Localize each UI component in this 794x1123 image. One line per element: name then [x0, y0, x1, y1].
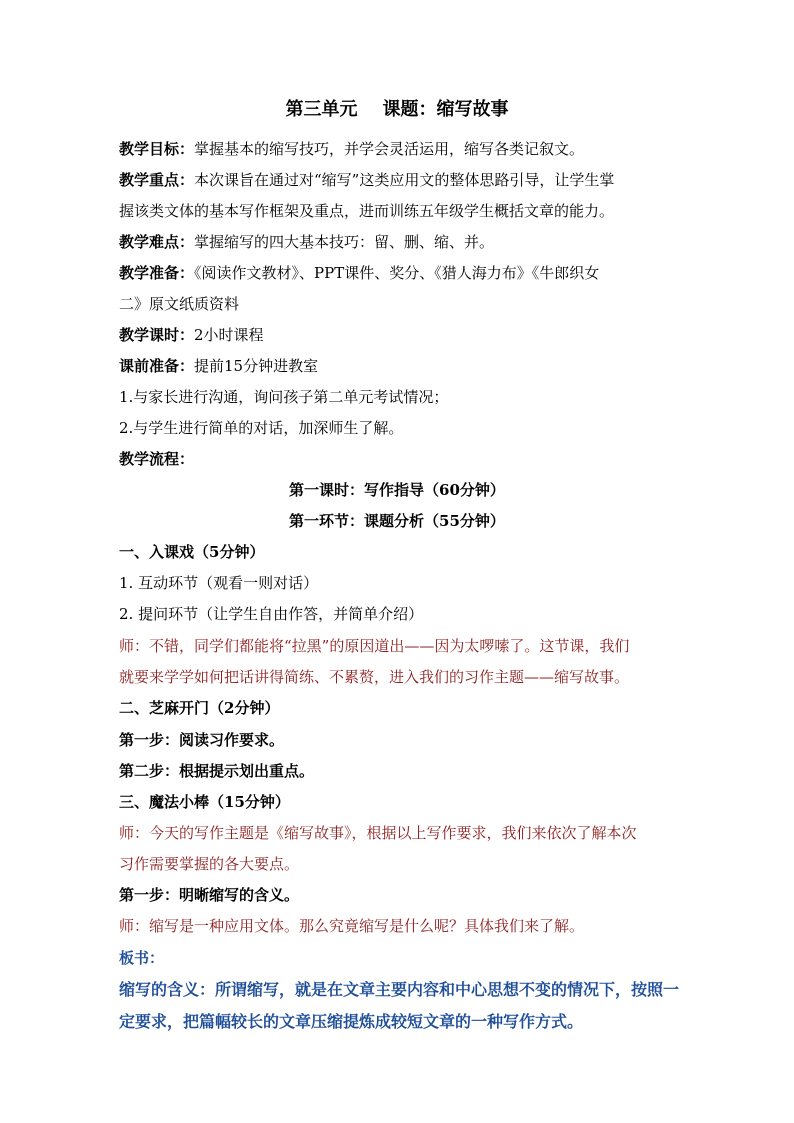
teaching-hours-label: 教学课时：	[119, 326, 195, 344]
teacher-remark: 师：不错，同学们都能将“拉黑”的原因道出——因为太啰嗦了。这节课，我们	[119, 637, 630, 655]
list-item: 1.与家长进行沟通，询问孩子第二单元考试情况；	[119, 388, 449, 406]
teaching-focus-text-1: 本次课旨在通过对“缩写”这类应用文的整体思路引导，让学生掌	[194, 171, 615, 189]
step-line: 第一步：阅读习作要求。	[119, 731, 285, 749]
step-line: 第二步：根据提示划出重点。	[119, 762, 315, 780]
section-heading: 第一环节：课题分析（55分钟）	[289, 512, 505, 530]
teaching-difficulty	[119, 232, 494, 252]
teaching-goal-text: 掌握基本的缩写技巧，并学会灵活运用，缩写各类记叙文。	[194, 140, 585, 158]
board-label: 板书：	[119, 949, 165, 967]
step-line: 第一步：明晰缩写的含义。	[119, 886, 300, 904]
teaching-difficulty-label: 教学难点：	[119, 233, 195, 251]
board-text: 缩写的含义：所谓缩写，就是在文章主要内容和中心思想不变的情况下，按照一	[119, 980, 680, 999]
teaching-focus	[119, 170, 614, 190]
lesson-heading: 第一课时：写作指导（60分钟）	[289, 481, 505, 499]
pre-class-prep-label: 课前准备：	[119, 357, 195, 375]
teaching-hours-text: 2小时课程	[194, 326, 264, 344]
teaching-prep-label: 教学准备：	[119, 264, 195, 282]
list-item: 1. 互动环节（观看一则对话）	[119, 574, 319, 592]
teaching-focus-text-2: 握该类文体的基本写作框架及重点，进而训练五年级学生概括文章的能力。	[119, 202, 615, 220]
pre-class-prep-text: 提前15分钟进教室	[194, 357, 319, 375]
teaching-focus-label: 教学重点：	[119, 171, 195, 189]
teacher-remark: 师：缩写是一种应用文体。那么究竟缩写是什么呢？具体我们来了解。	[119, 917, 585, 935]
teacher-remark: 习作需要掌握的各大要点。	[119, 855, 300, 873]
teaching-prep-text-2: 二》原文纸质资料	[119, 295, 240, 313]
teaching-goal-label: 教学目标：	[119, 140, 195, 158]
teaching-hours	[119, 325, 264, 345]
list-item: 2.与学生进行简单的对话，加深师生了解。	[119, 419, 404, 437]
list-item: 2. 提问环节（让学生自由作答，并简单介绍）	[119, 605, 424, 623]
teaching-prep	[119, 263, 599, 283]
teaching-prep-text-1: 《阅读作文教材》、PPT课件、奖分、《猎人海力布》《牛郎织女	[194, 264, 600, 282]
teacher-remark: 师：今天的写作主题是《缩写故事》，根据以上写作要求，我们来依次了解本次	[119, 824, 637, 842]
teacher-remark: 就要来学学如何把话讲得简练、不累赘，进入我们的习作主题——缩写故事。	[119, 668, 630, 686]
teaching-flow-label: 教学流程：	[119, 450, 195, 468]
page-title: 第三单元 课题：缩写故事	[285, 99, 509, 120]
part3-heading: 三、魔法小棒（15分钟）	[119, 793, 290, 811]
teaching-goal	[119, 139, 584, 159]
part1-heading: 一、入课戏（5分钟）	[119, 543, 265, 561]
board-text: 定要求，把篇幅较长的文章压缩提炼成较短文章的一种写作方式。	[119, 1012, 584, 1031]
pre-class-prep	[119, 356, 318, 376]
part2-heading: 二、芝麻开门（2分钟）	[119, 699, 280, 717]
teaching-difficulty-text: 掌握缩写的四大基本技巧：留、删、缩、并。	[194, 233, 495, 251]
